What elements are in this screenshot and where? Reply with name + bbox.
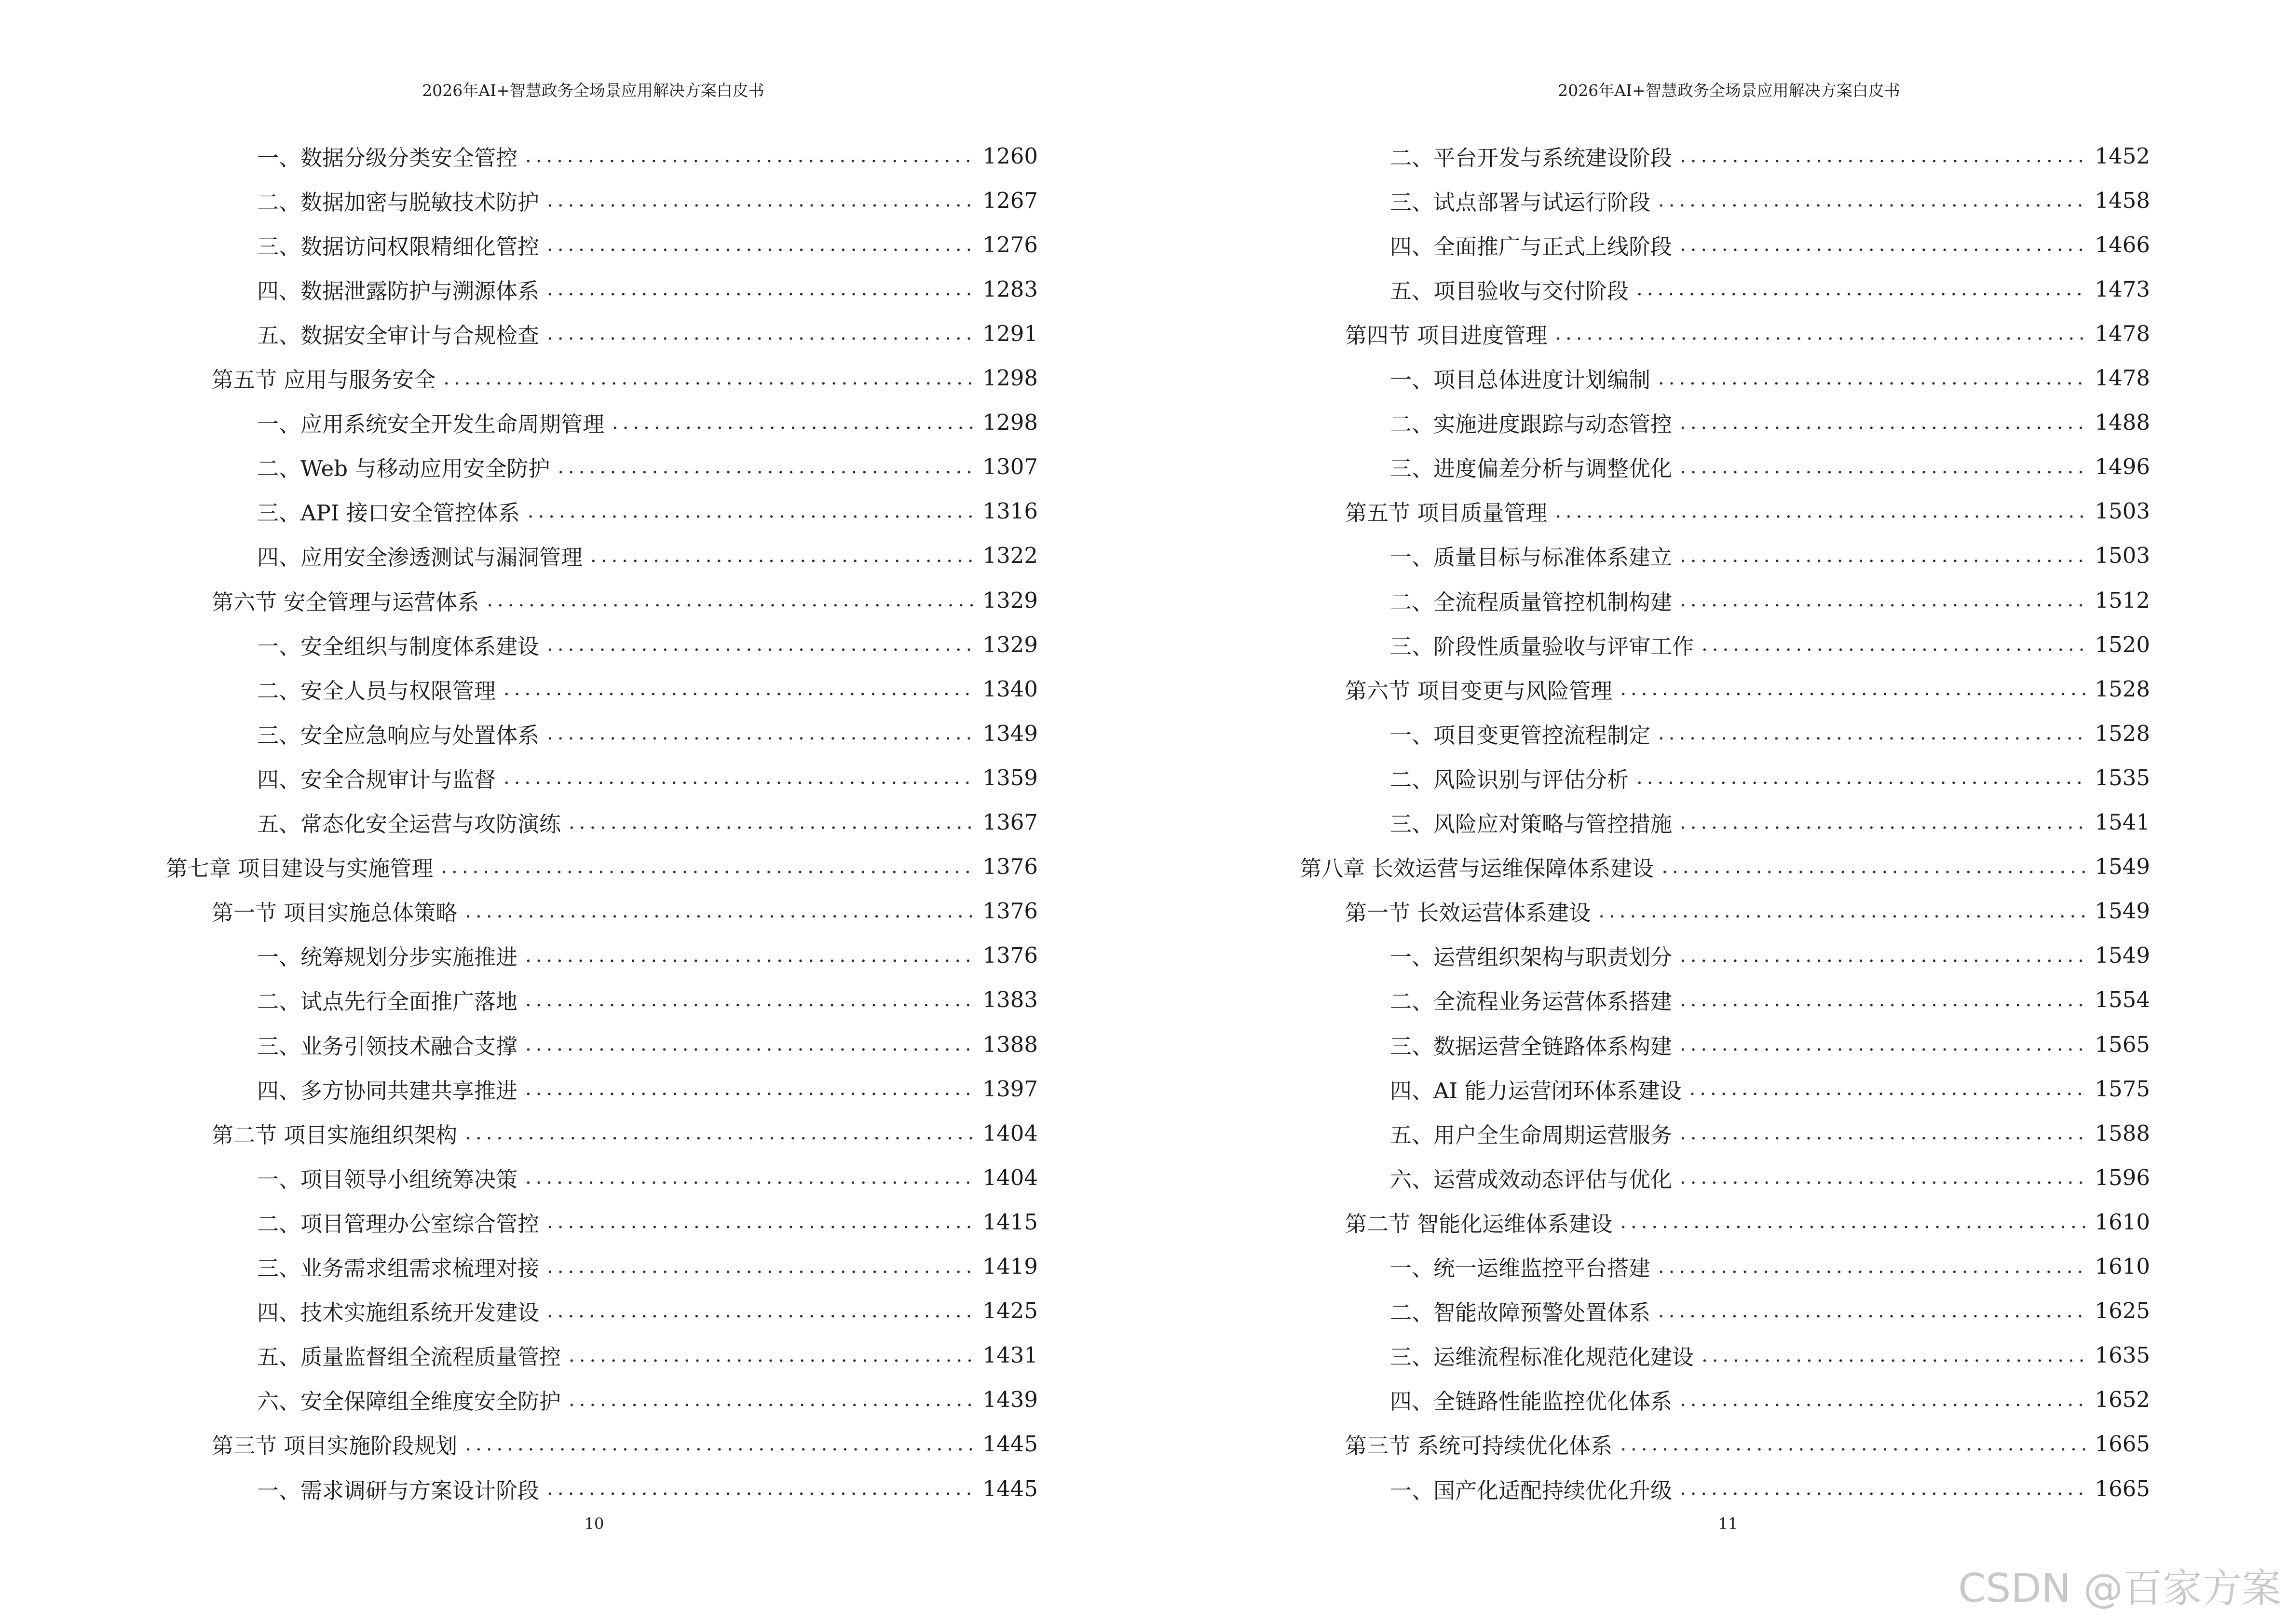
toc-entry[interactable]	[212, 1111, 1038, 1155]
toc-dot-leader	[558, 456, 976, 478]
toc-entry-page: 1541	[2095, 809, 2150, 835]
toc-entry-title: 一、需求调研与方案设计阶段	[257, 1477, 540, 1503]
toc-dot-leader	[1555, 322, 2088, 344]
toc-entry[interactable]	[1390, 1022, 2150, 1066]
toc-entry-page: 1588	[2095, 1120, 2150, 1146]
toc-entry[interactable]	[1345, 667, 2150, 711]
toc-entry[interactable]	[1345, 1422, 2150, 1466]
toc-dot-leader	[547, 722, 976, 744]
toc-entry-title: 六、运营成效动态评估与优化	[1390, 1166, 1673, 1192]
toc-entry[interactable]	[257, 1289, 1038, 1333]
toc-dot-leader	[1680, 1166, 2088, 1188]
toc-entry-title: 二、Web 与移动应用安全防护	[257, 456, 550, 482]
toc-entry-title: 第六节 安全管理与运营体系	[212, 589, 479, 615]
toc-entry[interactable]	[1390, 1066, 2150, 1111]
toc-dot-leader	[525, 944, 976, 967]
toc-entry[interactable]	[1345, 489, 2150, 533]
page-header: 2026年AI+智慧政务全场景应用解决方案白皮书	[1558, 81, 1900, 100]
toc-entry[interactable]	[1345, 889, 2150, 933]
toc-entry-title: 三、进度偏差分析与调整优化	[1390, 456, 1673, 482]
toc-entry-page: 1565	[2095, 1031, 2150, 1057]
toc-entry[interactable]	[257, 667, 1038, 711]
toc-dot-leader	[1636, 278, 2088, 300]
toc-entry-title: 第八章 长效运营与运维保障体系建设	[1300, 856, 1654, 882]
toc-entry-title: 一、统一运维监控平台搭建	[1390, 1256, 1651, 1281]
toc-entry-title: 一、质量目标与标准体系建立	[1390, 545, 1673, 571]
toc-entry-title: 三、运维流程标准化规范化建设	[1390, 1344, 1694, 1370]
toc-entry[interactable]	[166, 845, 1038, 889]
toc-entry[interactable]	[257, 400, 1038, 445]
toc-dot-leader	[1620, 1211, 2088, 1233]
toc-dot-leader	[1689, 1078, 2088, 1100]
toc-entry[interactable]	[257, 1378, 1038, 1422]
toc-entry[interactable]	[1390, 356, 2150, 400]
toc-entry-page: 1535	[2095, 764, 2150, 791]
toc-entry[interactable]	[257, 711, 1038, 755]
toc-entry[interactable]	[257, 933, 1038, 978]
toc-dot-leader	[1658, 189, 2088, 211]
toc-entry[interactable]	[1390, 1289, 2150, 1333]
toc-entry-page: 1549	[2095, 854, 2150, 880]
toc-entry-title: 五、用户全生命周期运营服务	[1390, 1122, 1673, 1148]
toc-entry-page: 1625	[2095, 1298, 2150, 1324]
toc-entry-title: 三、业务需求组需求梳理对接	[257, 1256, 540, 1281]
toc-entry[interactable]	[257, 311, 1038, 355]
toc-dot-leader	[590, 545, 976, 567]
toc-dot-leader	[465, 900, 976, 922]
toc-entry[interactable]	[257, 1333, 1038, 1378]
toc-dot-leader	[547, 1477, 976, 1500]
toc-entry-title: 五、质量监督组全流程质量管控	[257, 1344, 561, 1370]
toc-entry[interactable]	[212, 356, 1038, 400]
toc-dot-leader	[1680, 1389, 2088, 1411]
toc-entry-title: 第六节 项目变更与风险管理	[1345, 678, 1613, 704]
toc-entry-page: 1445	[982, 1475, 1038, 1501]
toc-entry-page: 1652	[2095, 1387, 2150, 1413]
toc-entry[interactable]	[257, 1200, 1038, 1244]
toc-dot-leader	[1680, 811, 2088, 833]
toc-entry[interactable]	[1390, 578, 2150, 622]
toc-dot-leader	[547, 233, 976, 256]
toc-entry[interactable]	[1390, 622, 2150, 667]
toc-entry-page: 1260	[982, 143, 1038, 169]
toc-entry-title: 五、项目验收与交付阶段	[1390, 278, 1629, 304]
toc-entry[interactable]	[1390, 711, 2150, 755]
toc-entry-page: 1503	[2095, 543, 2150, 569]
toc-entry-title: 第二节 项目实施组织架构	[212, 1122, 458, 1148]
toc-dot-leader	[1658, 1300, 2088, 1322]
toc-entry-page: 1340	[982, 676, 1038, 702]
toc-dot-leader	[1555, 500, 2088, 522]
toc-entry-title: 二、平台开发与系统建设阶段	[1390, 145, 1673, 171]
toc-entry-title: 一、统筹规划分步实施推进	[257, 944, 518, 970]
toc-dot-leader	[1620, 1433, 2088, 1455]
toc-entry-title: 第五节 应用与服务安全	[212, 367, 436, 393]
toc-entry[interactable]	[1345, 311, 2150, 355]
toc-entry-title: 第七章 项目建设与实施管理	[166, 856, 434, 882]
toc-entry-title: 第四节 项目进度管理	[1345, 322, 1548, 348]
toc-entry-title: 五、常态化安全运营与攻防演练	[257, 811, 561, 837]
toc-entry-page: 1349	[982, 720, 1038, 746]
toc-dot-leader	[443, 367, 976, 389]
toc-dot-leader	[525, 1166, 976, 1188]
toc-entry-page: 1376	[982, 898, 1038, 924]
toc-entry[interactable]	[1390, 1111, 2150, 1155]
toc-entry[interactable]	[1390, 1466, 2150, 1511]
toc-entry[interactable]	[1390, 1333, 2150, 1378]
toc-dot-leader	[547, 278, 976, 300]
toc-entry[interactable]	[257, 755, 1038, 800]
toc-entry-page: 1665	[2095, 1431, 2150, 1457]
toc-entry[interactable]	[1390, 267, 2150, 311]
toc-entry-page: 1383	[982, 987, 1038, 1013]
toc-dot-leader	[569, 1389, 976, 1411]
toc-entry[interactable]	[1390, 134, 2150, 178]
toc-entry-title: 二、安全人员与权限管理	[257, 678, 496, 704]
toc-entry-page: 1503	[2095, 498, 2150, 524]
toc-entry[interactable]	[212, 578, 1038, 622]
toc-entry-page: 1528	[2095, 676, 2150, 702]
toc-entry[interactable]	[1390, 445, 2150, 489]
toc-entry-title: 第二节 智能化运维体系建设	[1345, 1211, 1613, 1237]
toc-entry-page: 1496	[2095, 454, 2150, 480]
toc-entry[interactable]	[1390, 933, 2150, 978]
toc-entry-page: 1291	[982, 320, 1038, 346]
toc-entry-page: 1276	[982, 232, 1038, 258]
toc-entry-title: 三、阶段性质量验收与评审工作	[1390, 633, 1694, 659]
toc-entry-page: 1431	[982, 1342, 1038, 1368]
toc-entry-page: 1397	[982, 1076, 1038, 1102]
toc-dot-leader	[1636, 766, 2088, 789]
toc-entry[interactable]	[257, 267, 1038, 311]
toc-entry-page: 1549	[2095, 898, 2150, 924]
toc-entry-title: 三、试点部署与试运行阶段	[1390, 189, 1651, 215]
toc-dot-leader	[1702, 633, 2088, 655]
toc-entry[interactable]	[257, 1155, 1038, 1200]
toc-entry-title: 一、项目领导小组统筹决策	[257, 1166, 518, 1192]
toc-entry[interactable]	[257, 222, 1038, 267]
toc-entry-page: 1298	[982, 409, 1038, 436]
toc-entry-title: 五、数据安全审计与合规检查	[257, 322, 540, 348]
toc-entry-page: 1388	[982, 1031, 1038, 1057]
toc-dot-leader	[487, 589, 976, 611]
toc-dot-leader	[1620, 678, 2088, 700]
toc-entry-page: 1466	[2095, 232, 2150, 258]
toc-dot-leader	[547, 1300, 976, 1322]
toc-entry-title: 三、API 接口安全管控体系	[257, 500, 520, 526]
toc-entry-title: 四、AI 能力运营闭环体系建设	[1390, 1078, 1682, 1104]
right-page	[1144, 0, 2287, 1624]
toc-entry-title: 四、应用安全渗透测试与漏洞管理	[257, 545, 583, 571]
toc-entry-page: 1376	[982, 942, 1038, 969]
toc-entry[interactable]	[1390, 222, 2150, 267]
toc-entry-page: 1458	[2095, 187, 2150, 213]
toc-dot-leader	[1680, 1033, 2088, 1055]
toc-entry[interactable]	[1390, 533, 2150, 578]
toc-dot-leader	[1680, 944, 2088, 967]
toc-entry[interactable]	[1390, 800, 2150, 845]
toc-entry[interactable]	[212, 1422, 1038, 1466]
toc-dot-leader	[569, 1344, 976, 1366]
toc-entry-page: 1635	[2095, 1342, 2150, 1368]
toc-dot-leader	[1680, 233, 2088, 256]
toc-dot-leader	[547, 189, 976, 211]
toc-entry-title: 二、全流程质量管控机制构建	[1390, 589, 1673, 615]
toc-entry-page: 1404	[982, 1164, 1038, 1190]
toc-entry-title: 二、风险识别与评估分析	[1390, 766, 1629, 792]
toc-entry-page: 1596	[2095, 1164, 2150, 1190]
toc-entry-title: 一、国产化适配持续优化升级	[1390, 1477, 1673, 1503]
toc-entry[interactable]	[257, 533, 1038, 578]
toc-entry[interactable]	[257, 1022, 1038, 1066]
toc-entry-title: 四、全面推广与正式上线阶段	[1390, 233, 1673, 259]
toc-entry[interactable]	[1390, 400, 2150, 445]
toc-entry-title: 第三节 系统可持续优化体系	[1345, 1433, 1613, 1459]
toc-entry[interactable]	[257, 1466, 1038, 1511]
toc-dot-leader	[1658, 722, 2088, 744]
page-header: 2026年AI+智慧政务全场景应用解决方案白皮书	[422, 81, 764, 100]
toc-entry[interactable]	[257, 1244, 1038, 1289]
toc-entry-title: 四、数据泄露防护与溯源体系	[257, 278, 540, 304]
toc-dot-leader	[1658, 1256, 2088, 1278]
toc-dot-leader	[1598, 900, 2088, 922]
csdn-watermark: CSDN @百家方案	[1958, 1566, 2281, 1611]
toc-entry-title: 一、安全组织与制度体系建设	[257, 633, 540, 659]
toc-dot-leader	[465, 1433, 976, 1455]
toc-entry[interactable]	[1390, 978, 2150, 1022]
toc-entry-page: 1316	[982, 498, 1038, 524]
toc-entry-title: 二、智能故障预警处置体系	[1390, 1300, 1651, 1326]
toc-dot-leader	[504, 766, 976, 789]
toc-entry-title: 三、数据访问权限精细化管控	[257, 233, 540, 259]
toc-dot-leader	[441, 856, 976, 878]
toc-entry-page: 1488	[2095, 409, 2150, 436]
toc-dot-leader	[525, 989, 976, 1011]
toc-entry-title: 三、业务引领技术融合支撑	[257, 1033, 518, 1059]
toc-entry-page: 1439	[982, 1387, 1038, 1413]
toc-dot-leader	[1680, 989, 2088, 1011]
toc-dot-leader	[525, 145, 976, 167]
toc-entry-page: 1575	[2095, 1076, 2150, 1102]
toc-entry-page: 1322	[982, 543, 1038, 569]
toc-entry[interactable]	[1345, 1200, 2150, 1244]
toc-entry-title: 第五节 项目质量管理	[1345, 500, 1548, 526]
toc-entry-page: 1478	[2095, 365, 2150, 391]
toc-entry-page: 1445	[982, 1431, 1038, 1457]
toc-entry-title: 第一节 项目实施总体策略	[212, 900, 458, 926]
toc-dot-leader	[1680, 1477, 2088, 1500]
toc-entry-page: 1665	[2095, 1475, 2150, 1501]
page-number: 10	[584, 1515, 604, 1533]
toc-entry-title: 一、数据分级分类安全管控	[257, 145, 518, 171]
toc-entry-title: 一、运营组织架构与职责划分	[1390, 944, 1673, 970]
toc-entry-page: 1359	[982, 764, 1038, 791]
toc-dot-leader	[612, 411, 976, 434]
toc-entry-page: 1329	[982, 631, 1038, 657]
toc-entry[interactable]	[1390, 1378, 2150, 1422]
toc-entry-title: 一、项目变更管控流程制定	[1390, 722, 1651, 748]
toc-entry-title: 六、安全保障组全维度安全防护	[257, 1389, 561, 1415]
toc-entry-page: 1473	[2095, 276, 2150, 302]
toc-entry-page: 1283	[982, 276, 1038, 302]
toc-entry[interactable]	[1390, 755, 2150, 800]
toc-entry-page: 1520	[2095, 631, 2150, 657]
toc-entry-page: 1329	[982, 587, 1038, 613]
toc-entry[interactable]	[257, 134, 1038, 178]
toc-entry-title: 四、技术实施组系统开发建设	[257, 1300, 540, 1326]
page-number: 11	[1718, 1515, 1738, 1533]
toc-entry-page: 1610	[2095, 1254, 2150, 1279]
toc-entry-page: 1554	[2095, 987, 2150, 1013]
toc-entry-title: 四、全链路性能监控优化体系	[1390, 1389, 1673, 1415]
toc-entry-page: 1512	[2095, 587, 2150, 613]
toc-entry-title: 第一节 长效运营体系建设	[1345, 900, 1591, 926]
toc-entry-page: 1610	[2095, 1209, 2150, 1235]
toc-entry-page: 1298	[982, 365, 1038, 391]
toc-entry[interactable]	[1390, 178, 2150, 222]
toc-entry[interactable]	[257, 978, 1038, 1022]
toc-entry-page: 1549	[2095, 942, 2150, 969]
toc-dot-leader	[1661, 856, 2088, 878]
toc-entry-page: 1425	[982, 1298, 1038, 1324]
toc-entry-title: 二、实施进度跟踪与动态管控	[1390, 411, 1673, 437]
toc-entry[interactable]	[257, 622, 1038, 667]
toc-entry-title: 一、应用系统安全开发生命周期管理	[257, 411, 605, 437]
toc-entry-title: 四、安全合规审计与监督	[257, 766, 496, 792]
toc-dot-leader	[1680, 145, 2088, 167]
toc-dot-leader	[1680, 1122, 2088, 1144]
toc-entry-page: 1376	[982, 854, 1038, 880]
toc-entry-page: 1267	[982, 187, 1038, 213]
toc-entry-title: 第三节 项目实施阶段规划	[212, 1433, 458, 1459]
toc-dot-leader	[1680, 545, 2088, 567]
toc-entry-title: 三、数据运营全链路体系构建	[1390, 1033, 1673, 1059]
toc-dot-leader	[1680, 456, 2088, 478]
toc-dot-leader	[1658, 367, 2088, 389]
toc-entry-title: 四、多方协同共建共享推进	[257, 1078, 518, 1104]
toc-entry-title: 二、全流程业务运营体系搭建	[1390, 989, 1673, 1015]
toc-entry-page: 1419	[982, 1254, 1038, 1279]
toc-dot-leader	[547, 1211, 976, 1233]
toc-entry-page: 1367	[982, 809, 1038, 835]
toc-entry-title: 二、数据加密与脱敏技术防护	[257, 189, 540, 215]
toc-entry[interactable]	[257, 178, 1038, 222]
toc-entry-title: 三、安全应急响应与处置体系	[257, 722, 540, 748]
toc-dot-leader	[547, 633, 976, 655]
toc-entry-page: 1404	[982, 1120, 1038, 1146]
toc-entry-page: 1478	[2095, 320, 2150, 346]
toc-entry-title: 三、风险应对策略与管控措施	[1390, 811, 1673, 837]
toc-entry[interactable]	[257, 1066, 1038, 1111]
toc-dot-leader	[528, 500, 976, 522]
toc-entry[interactable]	[257, 800, 1038, 845]
toc-entry-page: 1452	[2095, 143, 2150, 169]
toc-entry-page: 1307	[982, 454, 1038, 480]
toc-entry[interactable]	[1390, 1244, 2150, 1289]
toc-entry-page: 1415	[982, 1209, 1038, 1235]
toc-dot-leader	[1680, 411, 2088, 434]
toc-entry-title: 一、项目总体进度计划编制	[1390, 367, 1651, 393]
toc-dot-leader	[569, 811, 976, 833]
toc-entry-title: 二、试点先行全面推广落地	[257, 989, 518, 1015]
toc-entry-page: 1528	[2095, 720, 2150, 746]
toc-entry[interactable]	[1300, 845, 2150, 889]
toc-dot-leader	[525, 1078, 976, 1100]
toc-entry-title: 二、项目管理办公室综合管控	[257, 1211, 540, 1237]
toc-entry[interactable]	[1390, 1155, 2150, 1200]
toc-entry[interactable]	[212, 889, 1038, 933]
toc-dot-leader	[1702, 1344, 2088, 1366]
toc-entry[interactable]	[257, 489, 1038, 533]
toc-dot-leader	[547, 1256, 976, 1278]
toc-dot-leader	[547, 322, 976, 344]
toc-dot-leader	[465, 1122, 976, 1144]
toc-dot-leader	[525, 1033, 976, 1055]
toc-entry[interactable]	[257, 445, 1038, 489]
toc-dot-leader	[1680, 589, 2088, 611]
toc-dot-leader	[504, 678, 976, 700]
